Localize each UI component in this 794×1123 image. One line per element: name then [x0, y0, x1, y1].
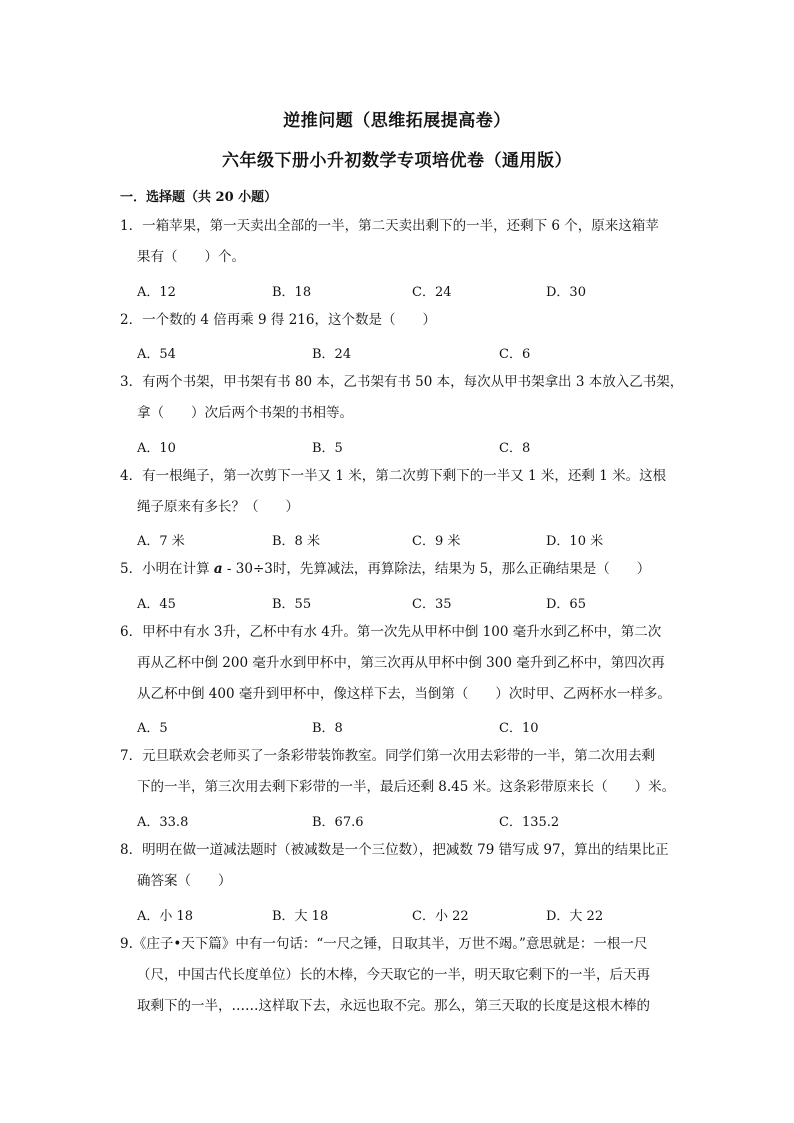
question-7	[120, 741, 680, 803]
option-b: B．8	[312, 721, 343, 736]
math-variable: a	[213, 561, 223, 577]
question-4	[120, 461, 680, 523]
option-c: C．8	[499, 441, 531, 456]
document-subtitle: 六年级下册小升初数学专项培优卷（通用版）	[222, 151, 572, 171]
option-b: B．24	[312, 347, 352, 362]
question-text: 4．有一根绳子，第一次剪下一半又 1 米，第二次剪下剩下的一半又 1 米，还剩 1 米。这根	[120, 468, 667, 484]
options-row	[137, 281, 697, 301]
question-text-part: 5．小明在计算	[120, 561, 214, 577]
option-a: A．小 18	[137, 909, 194, 924]
options-row	[137, 530, 697, 550]
question-text: 再从乙杯中倒 200 毫升水到甲杯中，第三次再从甲杯中倒 300 毫升到乙杯中，第四次再	[137, 655, 665, 671]
question-text-part: - 30÷3时，先算减法，再算除法，结果为 5，那么正确结果是（ ）	[222, 561, 651, 577]
options-row	[137, 437, 697, 457]
option-b: B．大 18	[272, 909, 329, 924]
question-text: 下的一半，第三次用去剩下彩带的一半，最后还剩 8.45 米。这条彩带原来长（ ）米。	[137, 779, 676, 795]
question-6	[120, 617, 680, 710]
question-text: 1．一箱苹果，第一天卖出全部的一半，第二天卖出剩下的一半，还剩下 6 个，原来这箱苹	[120, 218, 659, 234]
option-d: D．大 22	[546, 909, 604, 924]
question-5	[120, 554, 680, 585]
options-row	[137, 811, 697, 831]
question-2	[120, 305, 680, 336]
option-a: A．12	[137, 285, 176, 300]
option-d: D．65	[546, 597, 586, 612]
question-text: 果有（ ）个。	[137, 249, 245, 265]
option-b: B．8 米	[272, 534, 320, 549]
option-b: B．55	[272, 597, 312, 612]
option-a: A．33.8	[137, 815, 189, 830]
option-c: C．135.2	[499, 815, 560, 830]
question-text: 8．明明在做一道减法题时（被减数是一个三位数），把减数 79 错写成 97，算出的结果比正	[120, 842, 669, 858]
option-a: A．54	[137, 347, 176, 362]
question-text: 确答案（ ）	[137, 873, 232, 889]
options-row	[137, 717, 697, 737]
question-text: 从乙杯中倒 400 毫升到甲杯中，像这样下去，当倒第（ ）次时甲、乙两杯水一样多。	[137, 686, 671, 702]
question-text: 9.《庄子•天下篇》中有一句话：“一尺之锤，日取其半，万世不竭。”意思就是：一根一尺	[120, 936, 648, 952]
option-d: D．30	[546, 285, 586, 300]
question-1	[120, 211, 680, 273]
question-text: 2．一个数的 4 倍再乘 9 得 216，这个数是（ ）	[120, 312, 436, 328]
question-text: 拿（ ）次后两个书架的书相等。	[137, 405, 353, 421]
options-row	[137, 343, 697, 363]
option-b: B．67.6	[312, 815, 364, 830]
option-c: C．9 米	[412, 534, 461, 549]
option-c: C．35	[412, 597, 452, 612]
option-a: A．5	[137, 721, 168, 736]
option-a: A．7 米	[137, 534, 185, 549]
question-8	[120, 835, 680, 897]
question-text: 取剩下的一半，……这样取下去，永远也取不完。那么，第三天取的长度是这根木棒的	[137, 998, 650, 1014]
option-a: A．45	[137, 597, 176, 612]
options-row	[137, 905, 697, 925]
question-text: 7．元旦联欢会老师买了一条彩带装饰教室。同学们第一次用去彩带的一半，第二次用去剩	[120, 748, 656, 764]
option-c: C．10	[499, 721, 539, 736]
option-d: D．10 米	[546, 534, 604, 549]
section-heading: 一．选择题（共 20 小题）	[120, 190, 278, 205]
option-b: B．5	[312, 441, 343, 456]
question-3	[120, 367, 684, 429]
option-a: A．10	[137, 441, 176, 456]
option-c: C．24	[412, 285, 452, 300]
question-9	[120, 929, 680, 1022]
document-title: 逆推问题（思维拓展提高卷）	[283, 111, 511, 131]
options-row	[137, 593, 697, 613]
option-c: C．小 22	[412, 909, 469, 924]
option-c: C．6	[499, 347, 531, 362]
question-text: 6．甲杯中有水 3升，乙杯中有水 4升。第一次先从甲杯中倒 100 毫升水到乙杯中，第二次	[120, 624, 662, 640]
question-text: （尺，中国古代长度单位）长的木棒，今天取它的一半，明天取它剩下的一半，后天再	[137, 967, 650, 983]
question-text: 绳子原来有多长？（ ）	[137, 499, 299, 515]
question-text	[120, 554, 680, 585]
question-text: 3．有两个书架，甲书架有书 80 本，乙书架有书 50 本，每次从甲书架拿出 3 本放入乙书架，	[120, 374, 684, 390]
option-b: B．18	[272, 285, 312, 300]
